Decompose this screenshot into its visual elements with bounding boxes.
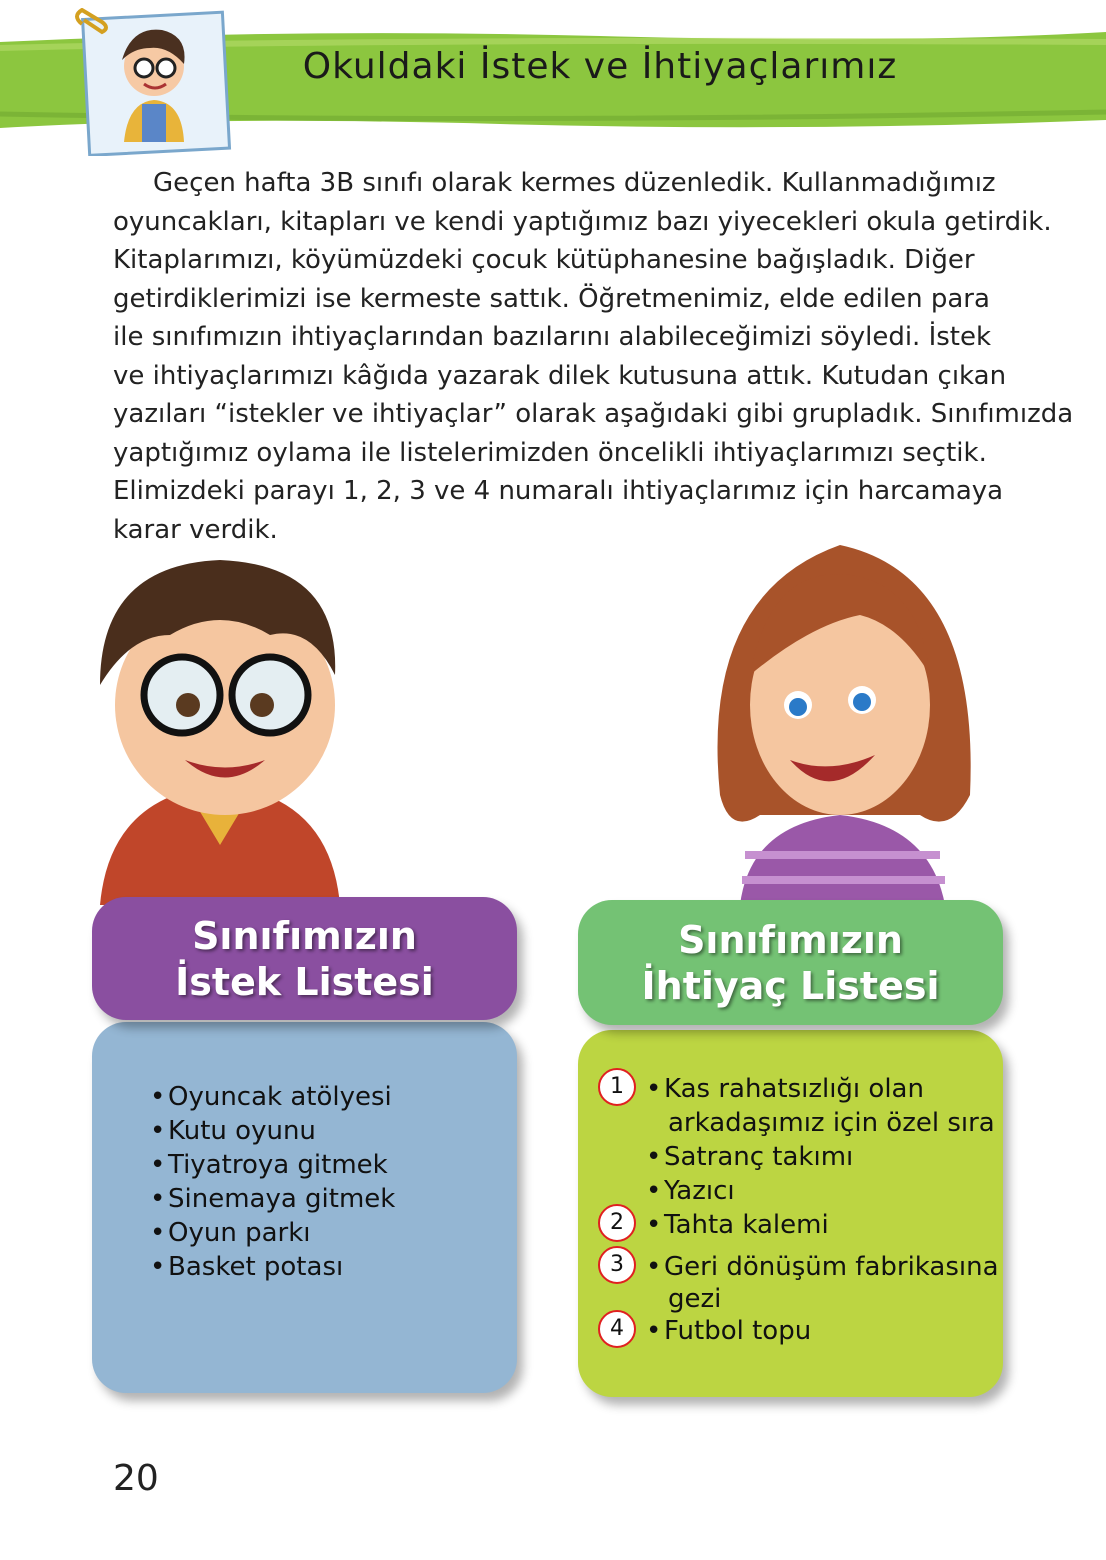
list-item-continuation: arkadaşımız için özel sıra (668, 1108, 995, 1138)
list-item: • Sinemaya gitmek (150, 1184, 396, 1214)
intro-paragraph (113, 164, 1074, 549)
needs-list-header (578, 900, 1003, 1025)
needs-list (610, 1072, 999, 1348)
list-item: • Tiyatroya gitmek (150, 1150, 388, 1180)
list-item: 4 • Futbol topu (646, 1314, 999, 1348)
priority-number: 4 (598, 1310, 636, 1348)
page-title: Okuldaki İstek ve İhtiyaçlarımız (302, 46, 898, 87)
wants-title-line2: İstek Listesi (175, 959, 434, 1004)
paragraph-line: Elimizdeki parayı 1, 2, 3 ve 4 numaralı ihtiyaçlarımız için harcamaya (113, 476, 1004, 506)
list-item: • Oyuncak atölyesi (150, 1082, 392, 1112)
paragraph-line: karar verdik. (113, 514, 278, 545)
boy-photo-illustration (72, 8, 232, 156)
paragraph-line: ile sınıfımızın ihtiyaçlarından bazılarını alabileceğimizi söyledi. İstek (113, 322, 992, 352)
list-item: 2 • Tahta kalemi (646, 1208, 999, 1242)
list-item: 3 • Geri dönüşüm fabrikasına (646, 1250, 999, 1284)
needs-title-line1: Sınıfımızın (678, 917, 903, 962)
priority-number: 1 (598, 1068, 636, 1106)
list-item: • Kutu oyunu (150, 1116, 316, 1146)
paragraph-line: ve ihtiyaçlarımızı kâğıda yazarak dilek kutusuna attık. Kutudan çıkan (113, 360, 1007, 391)
wants-title-line1: Sınıfımızın (192, 913, 417, 958)
paragraph-line: oyuncakları, kitapları ve kendi yaptığımız bazı yiyecekleri okula getirdik. (113, 206, 1052, 237)
priority-number: 2 (598, 1204, 636, 1242)
list-item: • Oyun parkı (150, 1218, 311, 1248)
paragraph-line: Kitaplarımızı, köyümüzdeki çocuk kütüphanesine bağışladık. Diğer (113, 245, 975, 275)
list-item: • Satranç takımı (646, 1142, 854, 1172)
priority-number: 3 (598, 1246, 636, 1284)
paragraph-line: Geçen hafta 3B sınıfı olarak kermes düzenledik. Kullanmadığımız (153, 168, 996, 198)
boy-illustration (70, 545, 370, 905)
wants-list-header (92, 897, 517, 1020)
list-item-continuation: gezi (668, 1284, 722, 1314)
paragraph-line: yazıları “istekler ve ihtiyaçlar” olarak aşağıdaki gibi grupladık. Sınıfımızda (113, 399, 1074, 429)
girl-illustration (700, 535, 980, 905)
list-item: • Basket potası (150, 1252, 344, 1282)
list-item: 1 • Kas rahatsızlığı olan (646, 1072, 999, 1106)
list-item: • Yazıcı (646, 1176, 735, 1206)
wants-list (150, 1080, 395, 1284)
paragraph-line: getirdiklerimizi ise kermeste sattık. Öğretmenimiz, elde edilen para (113, 283, 990, 314)
page-number: 20 (113, 1458, 159, 1499)
needs-title-line2: İhtiyaç Listesi (641, 963, 940, 1008)
paragraph-line: yaptığımız oylama ile listelerimizden öncelikli ihtiyaçlarımızı seçtik. (113, 437, 987, 468)
